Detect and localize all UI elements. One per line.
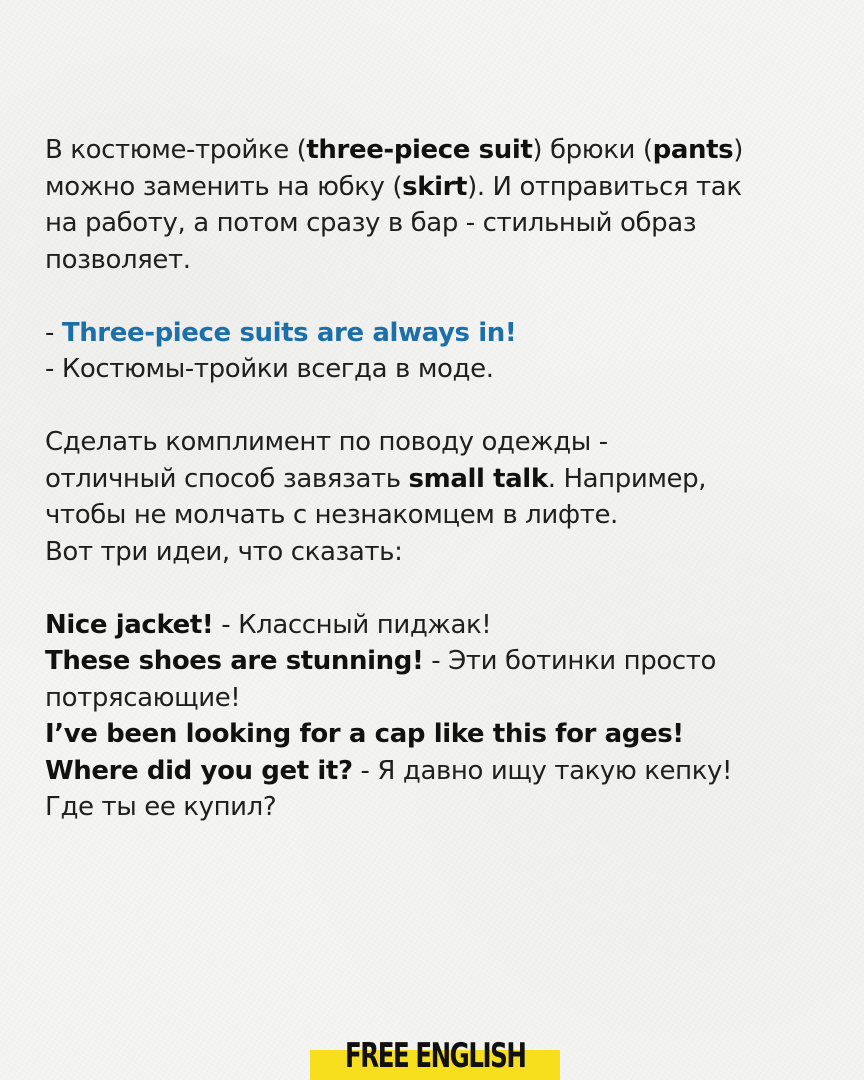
phrase-3-english-part-1: I’ve been looking for a cap like this for ages!	[45, 719, 684, 749]
paragraph-1-line-4: позволяет.	[45, 244, 191, 275]
phrase-1-line	[45, 607, 845, 644]
text-run: отличный способ завязать	[45, 463, 409, 494]
phrase-3-english-part-2: Where did you get it?	[45, 755, 353, 786]
phrase-2-russian: - Эти ботинки просто	[423, 646, 717, 676]
example-english-line	[45, 315, 845, 352]
phrase-3-russian: - Я давно ищу такую кепку!	[352, 755, 733, 786]
bold-term-three-piece-suit: three-piece suit	[306, 135, 533, 165]
phrase-2-english: These shoes are stunning!	[45, 646, 424, 676]
text-run: )	[733, 135, 743, 165]
spacer	[45, 570, 845, 607]
phrase-3-line-2	[45, 753, 845, 790]
example-translation-line: - Костюмы-тройки всегда в моде.	[45, 354, 494, 384]
text-run: . Например,	[547, 463, 707, 494]
paragraph-2-line-2	[45, 461, 845, 498]
paragraph-2-line-3: чтобы не молчать с незнакомцем в лифте.	[45, 500, 618, 530]
spacer	[45, 388, 845, 425]
brand-logo-text: FREE ENGLISH	[345, 1036, 526, 1076]
bold-term-skirt: skirt	[402, 171, 468, 202]
phrase-1-english: Nice jacket!	[45, 609, 214, 640]
article-body	[45, 132, 845, 826]
text-run: ). И отправиться так	[467, 171, 742, 202]
text-run: можно заменить на юбку (	[45, 171, 403, 202]
phrase-3-russian-continued: Где ты ее купил?	[45, 792, 277, 822]
text-run: В костюме-тройке (	[45, 135, 307, 165]
phrase-1-russian: - Классный пиджак!	[213, 609, 492, 640]
bold-term-small-talk: small talk	[408, 463, 548, 494]
phrase-2-russian-continued: потрясающие!	[45, 682, 241, 713]
phrase-2-line	[45, 643, 845, 680]
text-run: ) брюки (	[532, 135, 653, 165]
paragraph-1-line-1	[45, 132, 845, 169]
example-english-phrase: Three-piece suits are always in!	[61, 317, 517, 348]
paragraph-2-line-4: Вот три идеи, что сказать:	[45, 536, 403, 567]
brand-badge	[310, 1030, 560, 1080]
phrase-3-line-1	[45, 716, 845, 753]
bold-term-pants: pants	[652, 135, 734, 165]
paragraph-2-line-1: Сделать комплимент по поводу одежды -	[45, 427, 608, 457]
paragraph-1-line-3: на работу, а потом сразу в бар - стильный образ	[45, 208, 697, 238]
dash: -	[45, 317, 62, 348]
spacer	[45, 278, 845, 315]
paragraph-1-line-2	[45, 169, 845, 206]
